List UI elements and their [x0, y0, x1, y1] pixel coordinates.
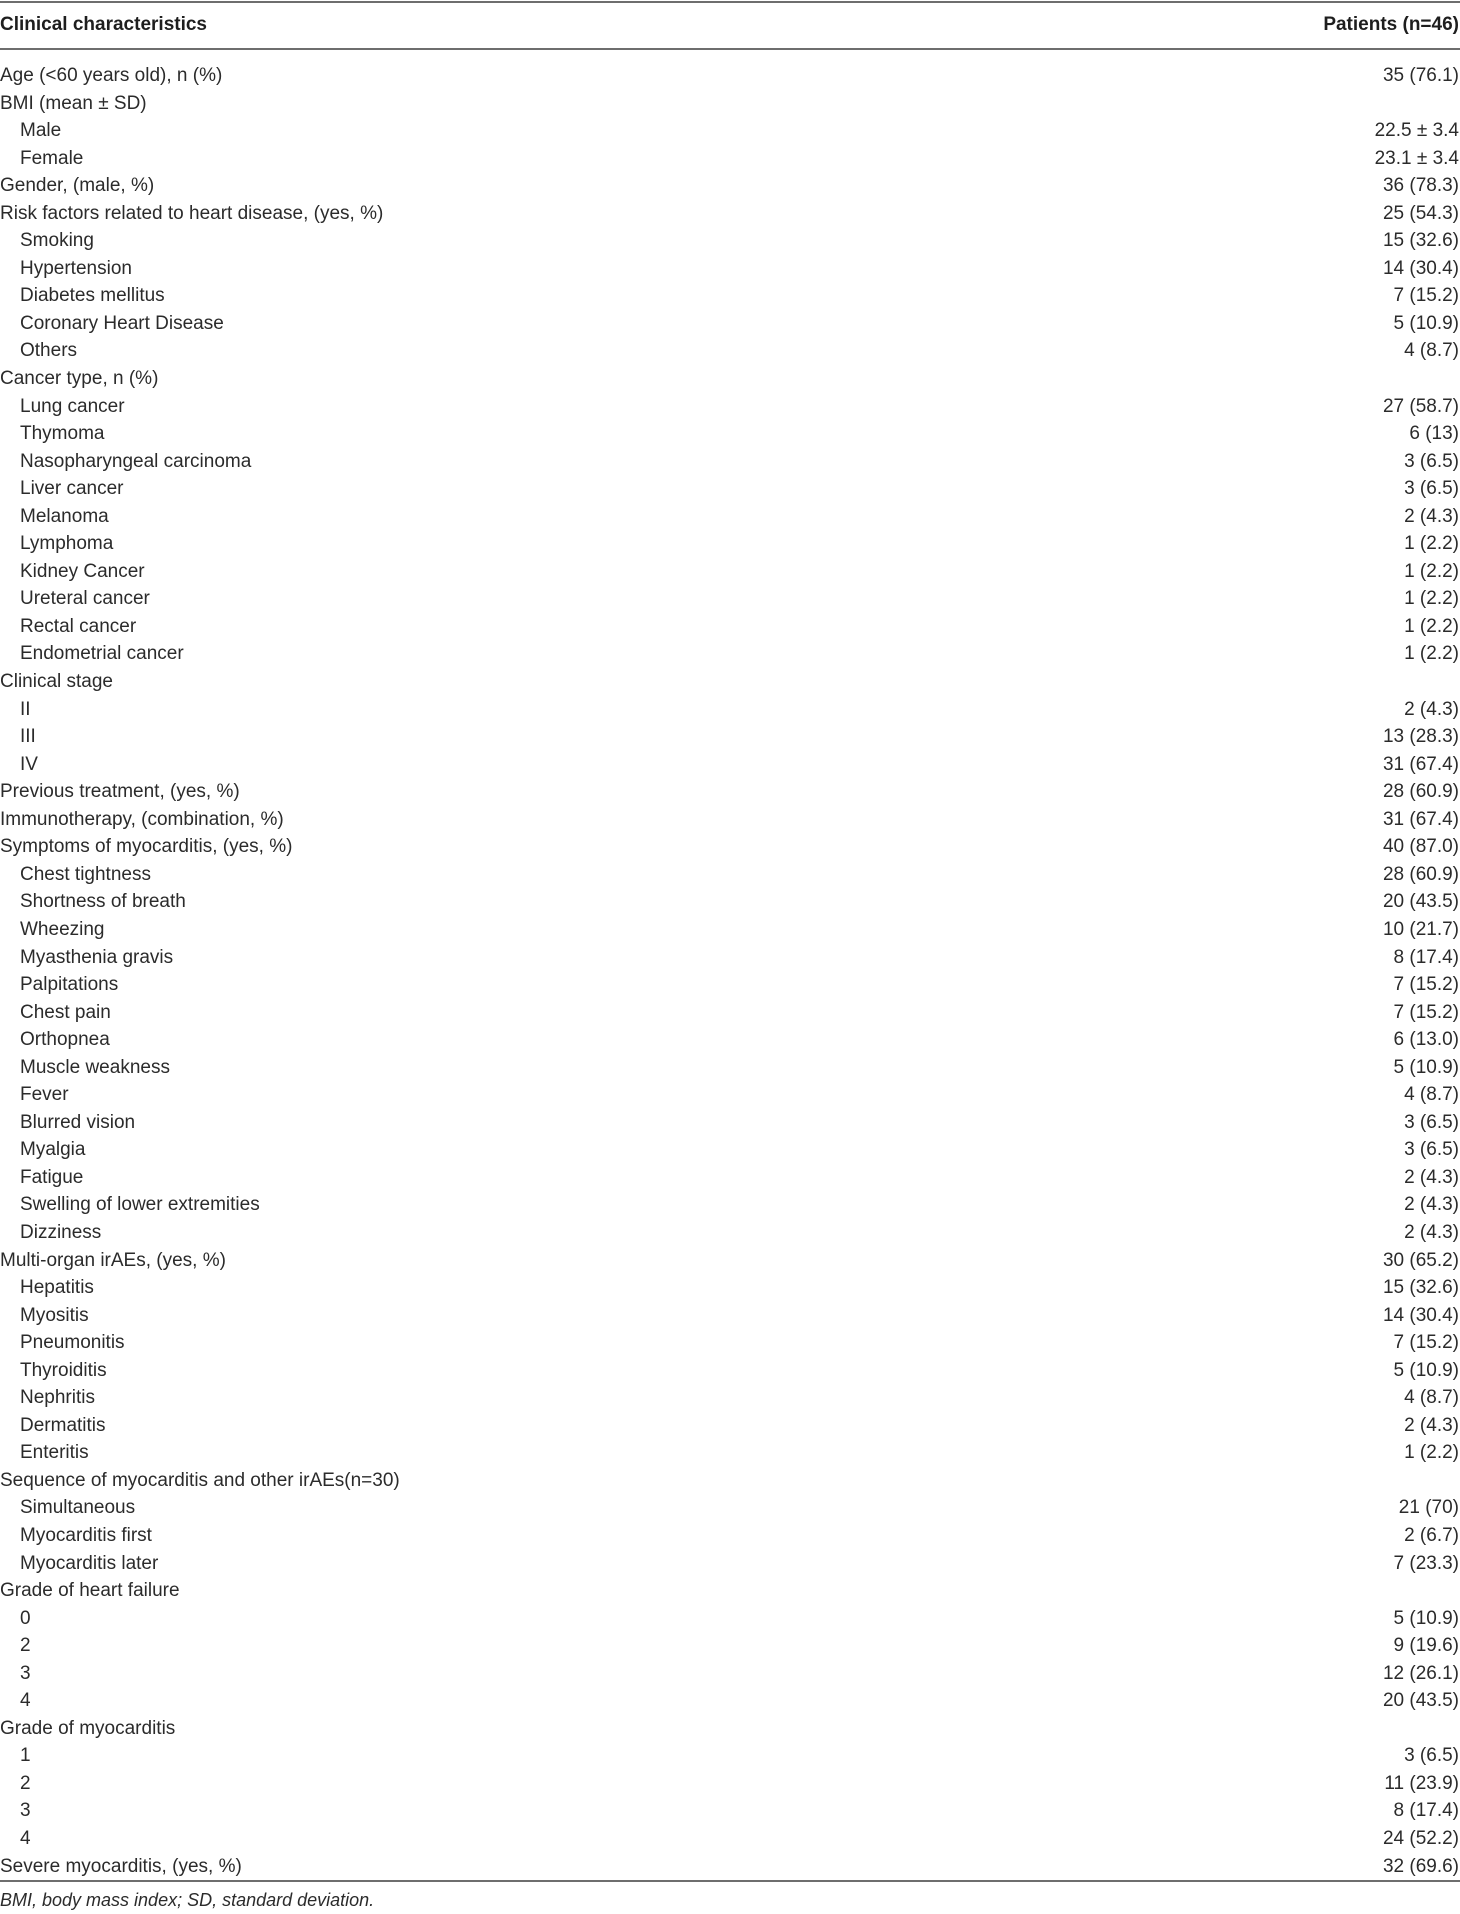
- row-label: Melanoma: [20, 505, 109, 527]
- row-value: 1 (2.2): [1404, 533, 1459, 555]
- row-label: BMI (mean ± SD): [0, 92, 147, 114]
- row-label: Lymphoma: [20, 533, 114, 555]
- row-value: 3 (6.5): [1404, 450, 1459, 472]
- row-label: 2: [20, 1635, 31, 1657]
- table-row: [0, 751, 1460, 779]
- row-label: Ureteral cancer: [20, 588, 150, 610]
- table-row: [0, 1081, 1460, 1109]
- table-row: [0, 971, 1460, 999]
- row-value: 7 (15.2): [1393, 285, 1459, 307]
- row-value: 32 (69.6): [1382, 1855, 1459, 1877]
- table-row: [0, 337, 1460, 365]
- row-label: 0: [20, 1607, 31, 1629]
- row-value: 14 (30.4): [1382, 257, 1459, 279]
- row-value: 40 (87.0): [1382, 836, 1459, 858]
- table-row: [0, 117, 1460, 145]
- row-label: Severe myocarditis, (yes, %): [0, 1855, 242, 1877]
- row-value: 12 (26.1): [1382, 1662, 1459, 1684]
- table-row: [0, 1605, 1460, 1633]
- table-row: [0, 282, 1460, 310]
- row-label: 2: [20, 1772, 31, 1794]
- table-row: [0, 448, 1460, 476]
- table-row: [0, 778, 1460, 806]
- table-row: [0, 916, 1460, 944]
- table-row: [0, 1660, 1460, 1688]
- row-label: Thymoma: [20, 423, 105, 445]
- row-value: 8 (17.4): [1393, 1800, 1459, 1822]
- table-row: [0, 1274, 1460, 1302]
- row-label: Male: [20, 120, 62, 142]
- row-value: 31 (67.4): [1382, 753, 1459, 775]
- table-row: [0, 1219, 1460, 1247]
- row-value: 13 (28.3): [1382, 726, 1459, 748]
- row-value: 5 (10.9): [1393, 1359, 1459, 1381]
- row-label: IV: [20, 753, 38, 775]
- row-label: 3: [20, 1662, 31, 1684]
- row-value: 30 (65.2): [1382, 1249, 1459, 1271]
- row-value: 15 (32.6): [1382, 1277, 1459, 1299]
- row-value: 15 (32.6): [1382, 230, 1459, 252]
- row-label: Shortness of breath: [20, 891, 186, 913]
- row-label: Endometrial cancer: [20, 643, 184, 665]
- row-value: 20 (43.5): [1382, 1690, 1459, 1712]
- row-label: Symptoms of myocarditis, (yes, %): [0, 836, 293, 858]
- row-value: 7 (15.2): [1393, 974, 1459, 996]
- row-value: 6 (13.0): [1393, 1029, 1459, 1051]
- row-value: 2 (4.3): [1404, 505, 1459, 527]
- table-row: [0, 1742, 1460, 1770]
- row-label: Hypertension: [20, 257, 132, 279]
- row-label: Swelling of lower extremities: [20, 1194, 260, 1216]
- table-row: [0, 558, 1460, 586]
- row-label: Pneumonitis: [20, 1332, 125, 1354]
- table-row: [0, 640, 1460, 668]
- table-header-row: [0, 0, 1460, 48]
- row-value: 3 (6.5): [1404, 1745, 1459, 1767]
- table-row: [0, 145, 1460, 173]
- table-row: [0, 585, 1460, 613]
- row-value: 14 (30.4): [1382, 1304, 1459, 1326]
- table-row: [0, 861, 1460, 889]
- table-row: [0, 696, 1460, 724]
- row-value: 22.5 ± 3.4: [1374, 120, 1459, 142]
- row-value: 2 (4.3): [1404, 1194, 1459, 1216]
- row-label: Myocarditis later: [20, 1552, 159, 1574]
- row-label: Nasopharyngeal carcinoma: [20, 450, 252, 472]
- row-label: Age (<60 years old), n (%): [0, 65, 223, 86]
- table-row: [0, 1109, 1460, 1137]
- row-label: Others: [20, 340, 78, 362]
- row-value: 1 (2.2): [1404, 560, 1459, 582]
- row-label: II: [20, 698, 31, 720]
- row-label: Orthopnea: [20, 1029, 110, 1051]
- table-row: [0, 227, 1460, 255]
- row-value: 7 (15.2): [1393, 1001, 1459, 1023]
- row-label: Grade of heart failure: [0, 1580, 180, 1602]
- row-value: 2 (6.7): [1404, 1524, 1459, 1546]
- row-label: Immunotherapy, (combination, %): [0, 808, 284, 830]
- row-value: 25 (54.3): [1382, 202, 1459, 224]
- row-label: Nephritis: [20, 1387, 95, 1409]
- row-label: Previous treatment, (yes, %): [0, 781, 240, 803]
- table-row: [0, 530, 1460, 558]
- row-label: Gender, (male, %): [0, 175, 155, 197]
- row-label: Lung cancer: [20, 395, 125, 417]
- row-label: Wheezing: [20, 918, 105, 940]
- table-row: [0, 999, 1460, 1027]
- row-value: 3 (6.5): [1404, 478, 1459, 500]
- row-value: 9 (19.6): [1393, 1635, 1459, 1657]
- row-value: 10 (21.7): [1382, 918, 1459, 940]
- table-row: [0, 1825, 1460, 1853]
- row-value: 6 (13): [1409, 423, 1459, 445]
- row-value: 4 (8.7): [1404, 1084, 1459, 1106]
- row-value: 5 (10.9): [1393, 1607, 1459, 1629]
- row-value: 3 (6.5): [1404, 1111, 1459, 1133]
- row-label: Chest tightness: [20, 863, 151, 885]
- table-row: [0, 1522, 1460, 1550]
- row-value: 5 (10.9): [1393, 312, 1459, 334]
- table-footnote: BMI, body mass index; SD, standard deviation.: [0, 1890, 375, 1910]
- row-label: Liver cancer: [20, 478, 124, 500]
- table-row: [0, 944, 1460, 972]
- table-row: [0, 833, 1460, 861]
- table-row: [0, 1054, 1460, 1082]
- row-value: 8 (17.4): [1393, 946, 1459, 968]
- table-row: [0, 1164, 1460, 1192]
- row-label: Myalgia: [20, 1139, 86, 1161]
- row-label: Dermatitis: [20, 1414, 106, 1436]
- table-row: [0, 503, 1460, 531]
- table-row: [0, 1797, 1460, 1825]
- row-value: 5 (10.9): [1393, 1056, 1459, 1078]
- row-value: 28 (60.9): [1382, 781, 1459, 803]
- row-value: 11 (23.9): [1384, 1772, 1459, 1794]
- row-label: Kidney Cancer: [20, 560, 145, 582]
- table-row: [0, 806, 1460, 834]
- header-characteristics: Clinical characteristics: [0, 14, 207, 35]
- table-row: [0, 723, 1460, 751]
- table-row: [0, 393, 1460, 421]
- table-row: [0, 1026, 1460, 1054]
- row-label: Clinical stage: [0, 671, 113, 693]
- table-row: [0, 1357, 1460, 1385]
- row-label: Diabetes mellitus: [20, 285, 165, 307]
- table-row: [0, 1467, 1460, 1495]
- row-value: 23.1 ± 3.4: [1374, 147, 1459, 169]
- row-label: 3: [20, 1800, 31, 1822]
- row-label: 1: [20, 1745, 31, 1767]
- table-row: [0, 1687, 1460, 1715]
- row-label: Myositis: [20, 1304, 89, 1326]
- row-label: Muscle weakness: [20, 1056, 170, 1078]
- row-label: Cancer type, n (%): [0, 368, 159, 390]
- row-label: Smoking: [20, 230, 94, 252]
- row-label: 4: [20, 1828, 31, 1849]
- table-row: [0, 62, 1460, 90]
- row-label: Myasthenia gravis: [20, 946, 174, 968]
- row-value: 27 (58.7): [1382, 395, 1459, 417]
- row-label: Risk factors related to heart disease, (yes, %): [0, 202, 384, 224]
- row-value: 1 (2.2): [1404, 615, 1459, 637]
- row-value: 7 (23.3): [1393, 1552, 1459, 1574]
- row-label: Hepatitis: [20, 1277, 94, 1299]
- row-label: Grade of myocarditis: [0, 1717, 176, 1739]
- row-label: Enteritis: [20, 1442, 89, 1464]
- row-label: Rectal cancer: [20, 615, 137, 637]
- table-row: [0, 1715, 1460, 1743]
- row-value: 35 (76.1): [1382, 65, 1459, 86]
- row-label: Thyroiditis: [20, 1359, 107, 1381]
- row-label: Palpitations: [20, 974, 119, 996]
- row-label: Chest pain: [20, 1001, 111, 1023]
- table-row: [0, 310, 1460, 338]
- row-label: Fever: [20, 1084, 69, 1106]
- row-label: Fatigue: [20, 1166, 84, 1188]
- table-row: [0, 1412, 1460, 1440]
- table-body: [0, 62, 1460, 1880]
- table-bottom-rule: [0, 1880, 1460, 1882]
- row-label: Dizziness: [20, 1221, 102, 1243]
- row-value: 7 (15.2): [1393, 1332, 1459, 1354]
- table-row: [0, 613, 1460, 641]
- table-row: [0, 888, 1460, 916]
- table-row: [0, 1494, 1460, 1522]
- table-row: [0, 475, 1460, 503]
- row-value: 1 (2.2): [1404, 1442, 1459, 1464]
- row-value: 1 (2.2): [1404, 643, 1459, 665]
- row-label: Myocarditis first: [20, 1524, 152, 1546]
- table-row: [0, 1191, 1460, 1219]
- row-value: 4 (8.7): [1404, 340, 1459, 362]
- row-value: 2 (4.3): [1404, 698, 1459, 720]
- row-value: 24 (52.2): [1382, 1828, 1459, 1849]
- table-row: [0, 1577, 1460, 1605]
- table-row: [0, 1439, 1460, 1467]
- table-row: [0, 668, 1460, 696]
- table-header-rule: [0, 48, 1460, 50]
- row-value: 1 (2.2): [1404, 588, 1459, 610]
- row-value: 20 (43.5): [1382, 891, 1459, 913]
- row-value: 2 (4.3): [1404, 1414, 1459, 1436]
- table-row: [0, 1247, 1460, 1275]
- table-row: [0, 200, 1460, 228]
- row-label: Coronary Heart Disease: [20, 312, 224, 334]
- table-row: [0, 1329, 1460, 1357]
- table-row: [0, 172, 1460, 200]
- row-value: 3 (6.5): [1404, 1139, 1459, 1161]
- table-row: [0, 255, 1460, 283]
- table-row: [0, 1632, 1460, 1660]
- row-value: 28 (60.9): [1382, 863, 1459, 885]
- row-label: III: [20, 726, 36, 748]
- table-row: [0, 420, 1460, 448]
- row-label: Multi-organ irAEs, (yes, %): [0, 1249, 226, 1271]
- row-label: Simultaneous: [20, 1497, 136, 1519]
- row-value: 21 (70): [1398, 1497, 1459, 1519]
- table-row: [0, 1853, 1460, 1881]
- table-row: [0, 1384, 1460, 1412]
- table-row: [0, 90, 1460, 118]
- row-label: Blurred vision: [20, 1111, 136, 1133]
- row-label: Sequence of myocarditis and other irAEs(n=30): [0, 1469, 400, 1491]
- table-row: [0, 1136, 1460, 1164]
- row-value: 31 (67.4): [1382, 808, 1459, 830]
- row-value: 36 (78.3): [1382, 175, 1459, 197]
- header-patients: Patients (n=46): [1323, 14, 1459, 35]
- table-row: [0, 1302, 1460, 1330]
- row-value: 4 (8.7): [1404, 1387, 1459, 1409]
- row-label: 4: [20, 1690, 31, 1712]
- table-row: [0, 1550, 1460, 1578]
- table-row: [0, 1770, 1460, 1798]
- table-row: [0, 365, 1460, 393]
- row-label: Female: [20, 147, 84, 169]
- row-value: 2 (4.3): [1404, 1221, 1459, 1243]
- row-value: 2 (4.3): [1404, 1166, 1459, 1188]
